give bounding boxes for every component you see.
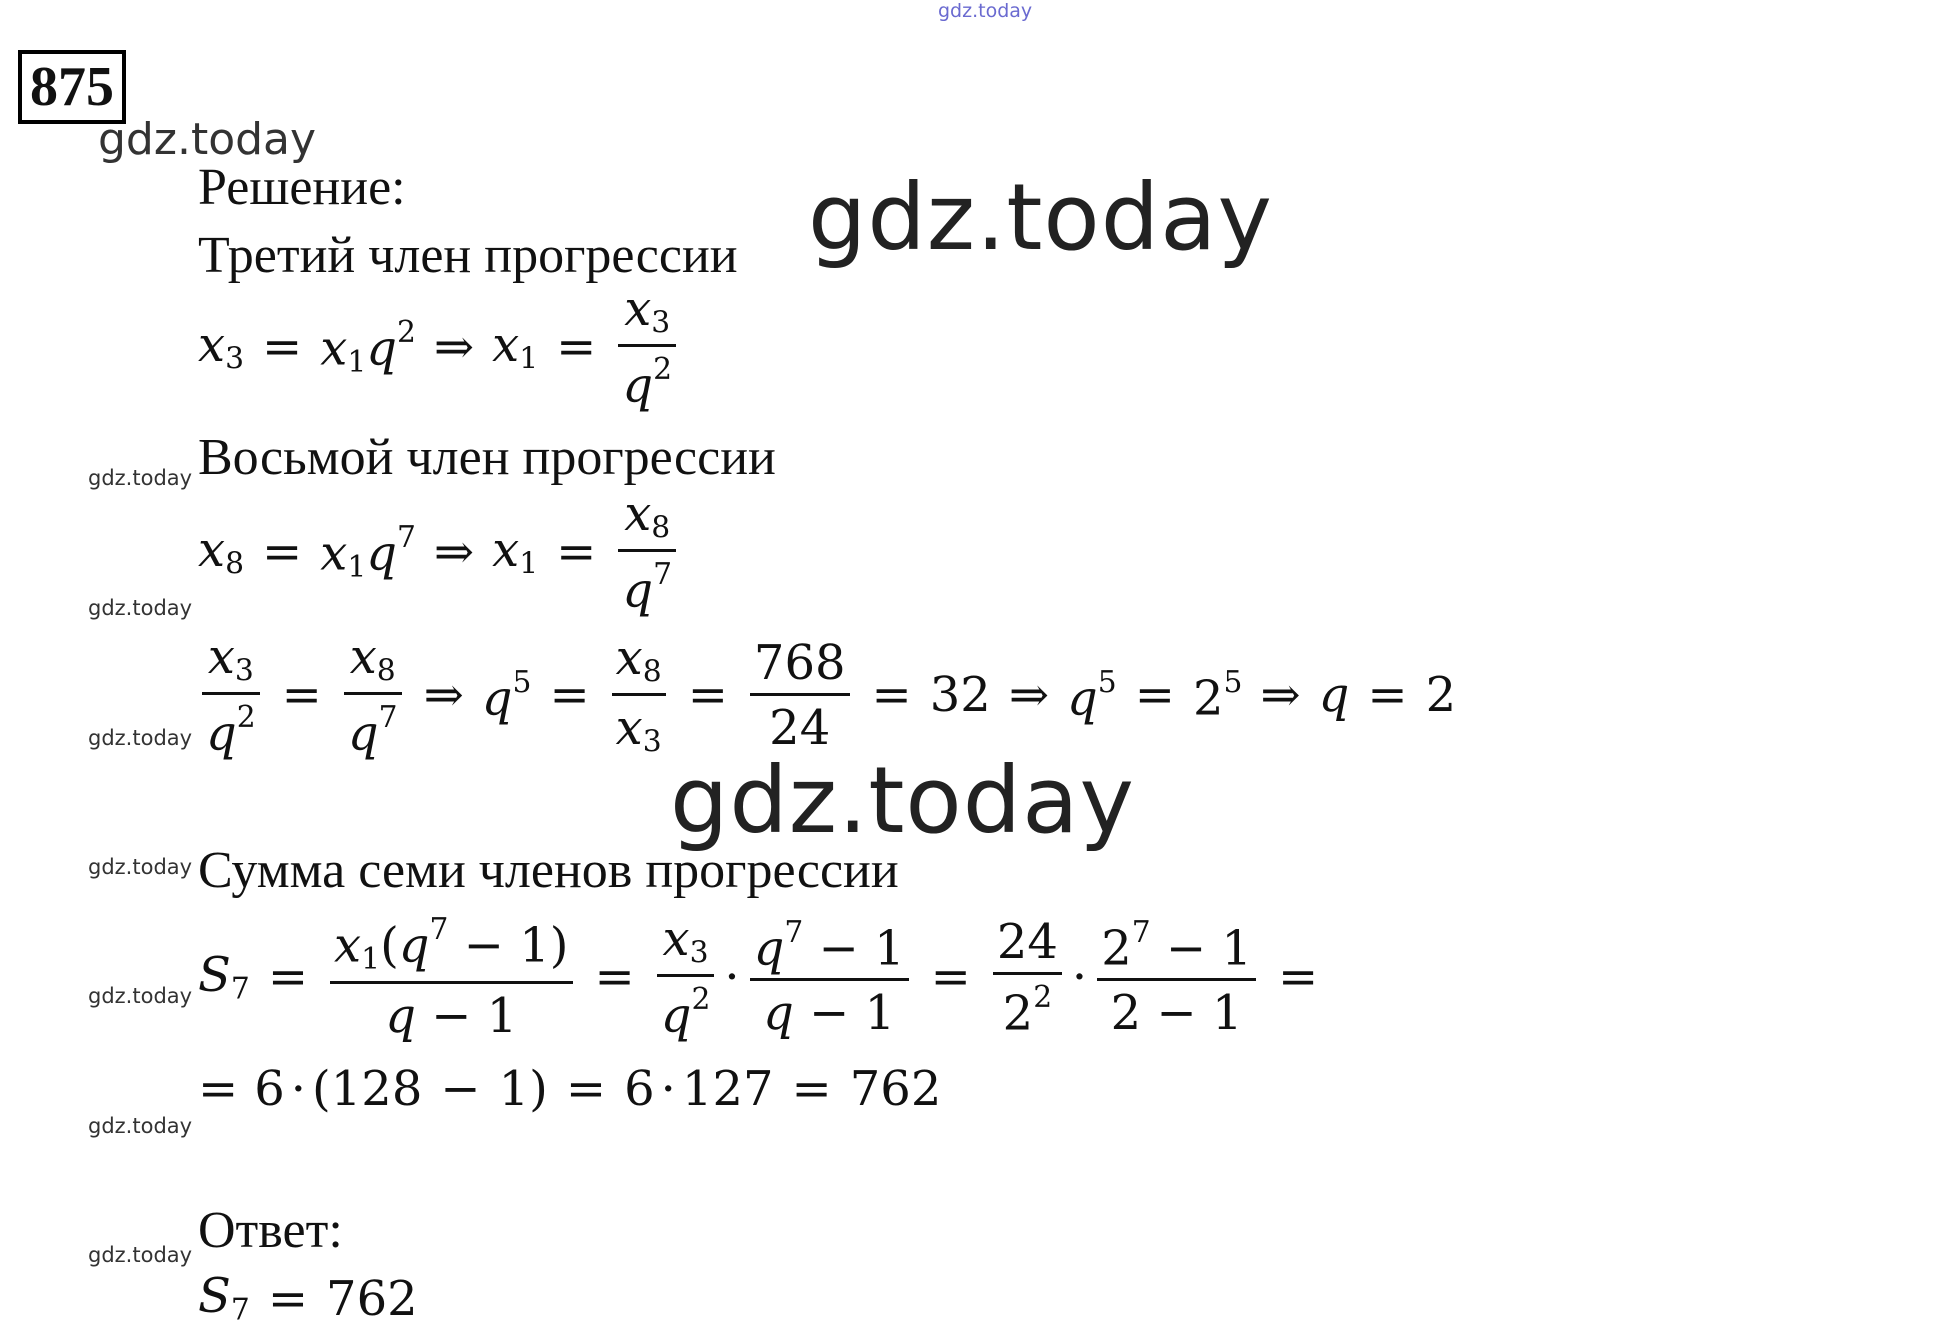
fraction: $\frac{2^7 - 1}{2 - 1}$ (1097, 918, 1256, 1037)
formula-sum-result: = 6 · ( 128 − 1 ) = 6 · 127 = 762 (198, 1061, 942, 1117)
formula-sum: $S_7$ = $\frac{x_1(q^7 - 1)}{q - 1}$ = $\frac{x_3}{q^2}$ · $\frac{q^7 - 1}{q - 1}$ = $\frac{24}{2^2}$ · $\frac{2^7 - 1}{2 - 1}$ = (198, 911, 1319, 1044)
watermark-margin: gdz.today (88, 726, 193, 750)
watermark-margin: gdz.today (88, 1114, 193, 1138)
fraction: $\frac{x_3}{q^2}$ (657, 915, 715, 1040)
watermark-margin: gdz.today (88, 596, 193, 620)
fraction: $\frac{x_8}{q^7}$ (344, 633, 402, 758)
fraction: $\frac{x_3}{q^2}$ (202, 633, 260, 758)
watermark-margin: gdz.today (88, 984, 193, 1008)
watermark-large-2: gdz.today (670, 747, 1135, 854)
sum-label: Сумма семи членов прогрессии (198, 842, 899, 899)
watermark-header: gdz.today (98, 114, 317, 165)
watermark-margin: gdz.today (88, 1243, 193, 1267)
answer-value: $S_7$ = 762 (198, 1268, 418, 1327)
formula-third-term: $x_3$ = $x_1q^2$ ⇒ $x_1$ = $\frac{x_3}{q^2}$ (198, 285, 680, 410)
problem-number: 875 (18, 50, 126, 124)
fraction: $\frac{q^7 - 1}{q - 1}$ (750, 918, 909, 1037)
answer-label: Ответ: (198, 1202, 343, 1259)
fraction: $\frac{24}{2^2}$ (993, 918, 1062, 1037)
formula-eighth-term: $x_8$ = $x_1q^7$ ⇒ $x_1$ = $\frac{x_8}{q^7}$ (198, 490, 680, 615)
watermark-large-1: gdz.today (808, 164, 1273, 271)
solution-heading: Решение: (198, 159, 406, 216)
watermark-top: gdz.today (938, 0, 1033, 22)
fraction: $\frac{x_3}{q^2}$ (618, 285, 676, 410)
eighth-term-label: Восьмой член прогрессии (198, 429, 776, 486)
fraction: $\frac{x_1(q^7 - 1)}{q - 1}$ (330, 915, 572, 1040)
third-term-label: Третий член прогрессии (198, 227, 738, 284)
fraction: $\frac{x_8}{q^7}$ (618, 490, 676, 615)
fraction: $\frac{x_8}{x_3}$ (612, 634, 666, 757)
fraction: $\frac{768}{24}$ (750, 639, 850, 752)
formula-ratio: $\frac{x_3}{q^2}$ = $\frac{x_8}{q^7}$ ⇒ $q^5$ = $\frac{x_8}{x_3}$ = $\frac{768}{24}$ = 32 ⇒ $q^5$ = $2^5$ ⇒ q = 2 (198, 633, 1456, 758)
watermark-margin: gdz.today (88, 855, 193, 879)
watermark-margin: gdz.today (88, 466, 193, 490)
